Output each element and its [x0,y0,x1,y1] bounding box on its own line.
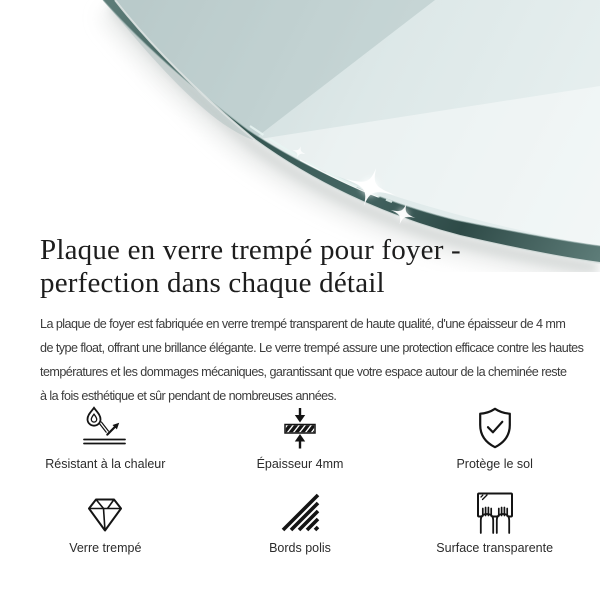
feature-floor-protection [397,406,592,472]
transparent-surface-icon [469,490,521,534]
heat-resistant-icon [80,406,130,450]
feature-thickness [203,406,398,472]
product-description [40,312,583,408]
feature-tempered-glass [8,490,203,556]
feature-polished-edges [203,490,398,556]
shield-check-icon [473,406,517,450]
page-title-line2: perfection dans chaque détail [40,267,385,299]
thickness-icon [278,406,322,450]
feature-heat-resistant [8,406,203,472]
diamond-icon [83,490,127,534]
feature-label: Surface transparente [436,541,554,555]
feature-label: Verre trempé [69,541,142,555]
page-title [40,234,461,300]
description-line: à la fois esthétique et sûr pendant de nombreuses années. [40,389,337,403]
features-grid [0,406,600,556]
page-title-line1: Plaque en verre trempé pour foyer - [40,234,461,266]
description-line: La plaque de foyer est fabriquée en verre trempé transparent de haute qualité, d'une épaisseur de 4 mm [40,317,566,331]
feature-label: Protège le sol [456,457,533,471]
description-line: de type float, offrant une brillance élégante. Le verre trempé assure une protection efficace contre les hautes [40,341,584,355]
feature-label: Épaisseur 4mm [256,457,344,471]
polished-edges-icon [278,490,322,534]
feature-label: Bords polis [269,541,331,555]
hero-glass-image [0,0,600,272]
feature-label: Résistant à la chaleur [45,457,166,471]
feature-transparent-surface [397,490,592,556]
description-line: températures et les dommages mécaniques, garantissant que votre espace autour de la cheminée reste [40,365,567,379]
